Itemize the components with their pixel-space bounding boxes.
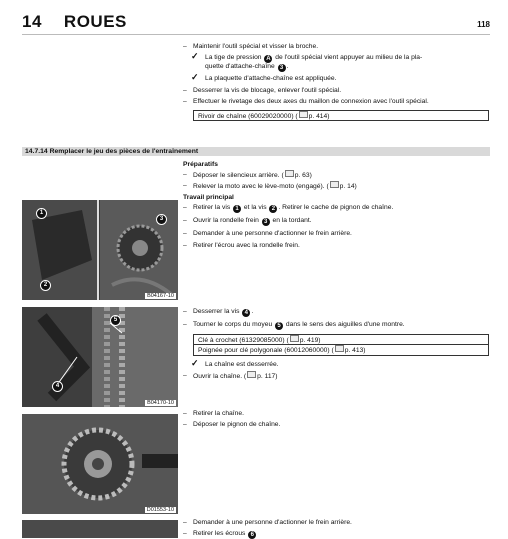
callout-5: 5 bbox=[275, 322, 283, 330]
step-line: Demander à une personne d'actionner le frein arrière. bbox=[193, 519, 352, 526]
chapter-title: ROUES bbox=[63, 12, 127, 31]
instruction-line: Effectuer le rivetage des deux axes du maillon de connexion avec l'outil spécial. bbox=[193, 98, 429, 105]
bullet-dash: – bbox=[183, 519, 187, 526]
callout-2: 2 bbox=[269, 205, 277, 213]
chapter-header bbox=[22, 12, 127, 32]
photo-next-cut bbox=[22, 520, 178, 538]
chapter-number: 14 bbox=[22, 12, 42, 31]
bullet-dash: – bbox=[183, 43, 187, 50]
callout-4: 4 bbox=[242, 309, 250, 317]
callout-5: 5 bbox=[110, 315, 121, 326]
step3-instructions bbox=[183, 409, 493, 431]
bullet-dash: – bbox=[183, 530, 187, 537]
tool-box-cle: Clé à crochet (61329085000) ( p. 419) bbox=[193, 334, 489, 345]
callout-1: 1 bbox=[233, 205, 241, 213]
section-heading: 14.7.14 Remplacer le jeu des pièces de l'entraînement bbox=[22, 147, 490, 156]
check-icon: ✓ bbox=[191, 358, 199, 368]
step2-instructions bbox=[183, 307, 493, 337]
bullet-dash: – bbox=[183, 421, 187, 428]
prep-heading: Préparatifs bbox=[183, 161, 218, 168]
photo-id: B04170-10 bbox=[147, 400, 174, 406]
main-line: Ouvrir la rondelle frein 3 en la tordant. bbox=[193, 217, 312, 225]
page-number: 118 bbox=[477, 20, 490, 29]
result-line-cont: quette d'attache-chaîne 3 . bbox=[205, 63, 289, 71]
photo-id: D01553-10 bbox=[146, 507, 174, 513]
book-icon bbox=[330, 181, 339, 188]
book-icon bbox=[299, 111, 308, 118]
bullet-dash: – bbox=[183, 217, 187, 224]
step-line: Desserrer la vis 4 . bbox=[193, 308, 254, 316]
tool-box-poignee: Poignée pour clé polygonale (60012060000) ( p. 413) bbox=[193, 345, 489, 356]
callout-4: 4 bbox=[52, 381, 63, 392]
photo-id: B04167-10 bbox=[147, 293, 174, 299]
top-instructions bbox=[183, 42, 493, 142]
book-icon bbox=[285, 170, 294, 177]
header-rule bbox=[22, 34, 490, 35]
instruction-line: Desserrer la vis de blocage, enlever l'outil spécial. bbox=[193, 87, 342, 94]
photo-sprocket-cover bbox=[22, 200, 178, 300]
main-heading: Travail principal bbox=[183, 194, 234, 201]
check-icon: ✓ bbox=[191, 51, 199, 61]
step-line: Tourner le corps du moyeu 5 dans le sens des aiguilles d'une montre. bbox=[193, 321, 405, 329]
callout-3: 3 bbox=[262, 218, 270, 226]
book-icon bbox=[247, 371, 256, 378]
photo-sprocket bbox=[22, 414, 178, 514]
main-line: Retirer l'écrou avec la rondelle frein. bbox=[193, 242, 300, 249]
prep-line: Déposer le silencieux arrière. ( p. 63) bbox=[193, 172, 312, 179]
bullet-dash: – bbox=[183, 242, 187, 249]
callout-6: 6 bbox=[248, 531, 256, 539]
book-icon bbox=[335, 345, 344, 352]
main-line: Retirer la vis 1 et la vis 2 . Retirer le cache de pignon de chaîne. bbox=[193, 204, 394, 212]
bullet-dash: – bbox=[183, 87, 187, 94]
step4-instructions bbox=[183, 518, 493, 538]
bullet-dash: – bbox=[183, 204, 187, 211]
callout-A: A bbox=[266, 56, 271, 62]
bullet-dash: – bbox=[183, 182, 187, 189]
bullet-dash: – bbox=[183, 98, 187, 105]
sprocket-illustration bbox=[22, 414, 178, 514]
prep-line: Relever la moto avec le lève-moto (engagé). ( p. 14) bbox=[193, 183, 357, 190]
bullet-dash: – bbox=[183, 171, 187, 178]
instruction-line: Maintenir l'outil spécial et visser la broche. bbox=[193, 43, 319, 50]
step-line: Retirer la chaîne. bbox=[193, 410, 244, 417]
callout-3: 3 bbox=[278, 64, 286, 72]
result-line: La plaquette d'attache-chaîne est appliquée. bbox=[205, 75, 337, 82]
bullet-dash: – bbox=[183, 372, 187, 379]
step-line: Retirer les écrous 6 bbox=[193, 529, 257, 539]
callout-1: 1 bbox=[36, 208, 47, 219]
step-line: Déposer le pignon de chaîne. bbox=[193, 421, 281, 428]
bullet-dash: – bbox=[183, 321, 187, 328]
check-icon: ✓ bbox=[191, 72, 199, 82]
callout-3: 3 bbox=[156, 214, 167, 225]
result-line: La tige de pression A de l'outil spécial vient appuyer au milieu de la pla- bbox=[205, 54, 423, 62]
hub-chain-illustration bbox=[22, 307, 178, 407]
book-icon bbox=[290, 335, 299, 342]
bullet-dash: – bbox=[183, 230, 187, 237]
tool-box-rivoir: Rivoir de chaîne (60029020000) ( p. 414) bbox=[193, 110, 489, 121]
prep-and-main bbox=[183, 160, 493, 260]
bullet-dash: – bbox=[183, 410, 187, 417]
step2-results bbox=[183, 359, 493, 383]
photo-hub-chain bbox=[22, 307, 178, 407]
callout-2: 2 bbox=[40, 280, 51, 291]
result-line: La chaîne est desserrée. bbox=[205, 361, 279, 368]
step-line: Ouvrir la chaîne. ( p. 117) bbox=[193, 373, 278, 380]
main-line: Demander à une personne d'actionner le frein arrière. bbox=[193, 230, 352, 237]
bullet-dash: – bbox=[183, 308, 187, 315]
